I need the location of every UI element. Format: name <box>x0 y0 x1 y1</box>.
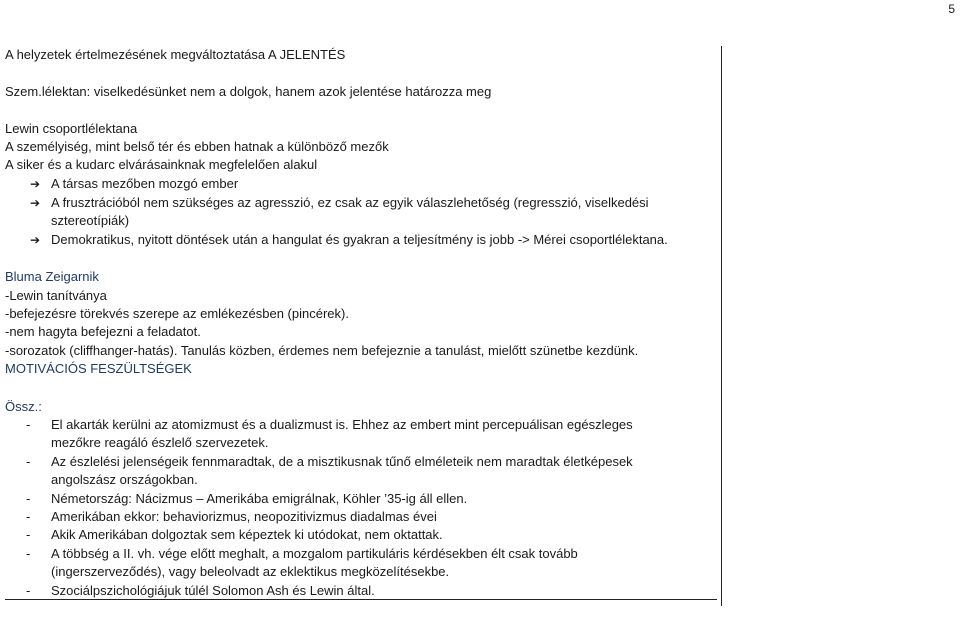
arrow-icon: ➔ <box>30 196 41 210</box>
zeigarnik-line-2: -befejezésre törekvés szerepe az emlékezésben (pincérek). <box>5 306 349 321</box>
lewin-line-1: A személyiség, mint belső tér és ebben hatnak a különböző mezők <box>5 139 389 154</box>
arrow-icon: ➔ <box>30 233 41 247</box>
zeigarnik-line-1: -Lewin tanítványa <box>5 288 107 303</box>
summary-heading: Össz.: <box>5 399 42 414</box>
vertical-rule <box>721 46 722 606</box>
summary-item-6-cont: (ingerszerveződés), vagy beleolvadt az eklektikus megközelítésekbe. <box>51 564 450 579</box>
zeigarnik-line-3: -nem hagyta befejezni a feladatot. <box>5 324 201 339</box>
arrow-item-1: A társas mezőben mozgó ember <box>51 176 239 191</box>
arrow-icon: ➔ <box>30 177 41 191</box>
list-dash: - <box>26 491 31 506</box>
summary-item-5: Akik Amerikában dolgoztak sem képeztek ki utódokat, nem oktattak. <box>51 527 443 542</box>
motivation-heading: MOTIVÁCIÓS FESZÜLTSÉGEK <box>5 361 192 376</box>
list-dash: - <box>26 546 31 561</box>
list-dash: - <box>26 509 31 524</box>
szem-line: Szem.lélektan: viselkedésünket nem a dolgok, hanem azok jelentése határozza meg <box>5 84 492 99</box>
page-number: 5 <box>948 2 955 16</box>
lewin-heading: Lewin csoportlélektana <box>5 121 138 136</box>
list-dash: - <box>26 583 31 598</box>
list-dash: - <box>26 527 31 542</box>
list-dash: - <box>26 454 31 469</box>
list-dash: - <box>26 417 31 432</box>
document-title: A helyzetek értelmezésének megváltoztatása A JELENTÉS <box>5 47 346 62</box>
summary-item-4: Amerikában ekkor: behaviorizmus, neopozitivizmus diadalmas évei <box>51 509 437 524</box>
summary-item-2: Az észlelési jelenségeik fennmaradtak, de a misztikusnak tűnő elméleteik nem maradtak életképesek <box>51 454 633 469</box>
summary-item-1: El akarták kerülni az atomizmust és a dualizmust is. Ehhez az embert mint percepuálisan egészleges <box>51 417 633 432</box>
zeigarnik-heading: Bluma Zeigarnik <box>5 269 99 284</box>
summary-item-3: Németország: Nácizmus – Amerikába emigrálnak, Köhler ’35-ig áll ellen. <box>51 491 468 506</box>
summary-item-6: A többség a II. vh. vége előtt meghalt, a mozgalom partikuláris kérdésekben élt csak tovább <box>51 546 578 561</box>
zeigarnik-line-4: -sorozatok (cliffhanger-hatás). Tanulás közben, érdemes nem befejeznie a tanulást, mielőtt szünetbe kezdünk. <box>5 343 639 358</box>
arrow-item-2-cont: sztereotípiák) <box>51 213 130 228</box>
summary-item-7: Szociálpszichológiájuk túlél Solomon Ash és Lewin által. <box>51 583 375 598</box>
lewin-line-2: A siker és a kudarc elvárásainknak megfelelően alakul <box>5 157 318 172</box>
arrow-item-2: A frusztrációból nem szükséges az agresszió, ez csak az egyik válaszlehetőség (regresszió, viselkedési <box>51 195 649 210</box>
summary-item-2-cont: angolszász országokban. <box>51 472 198 487</box>
arrow-item-3: Demokratikus, nyitott döntések után a hangulat és gyakran a teljesítmény is jobb -> Mérei csoportlélektana. <box>51 232 668 247</box>
summary-item-1-cont: mezőkre reagáló észlelő szervezetek. <box>51 435 269 450</box>
